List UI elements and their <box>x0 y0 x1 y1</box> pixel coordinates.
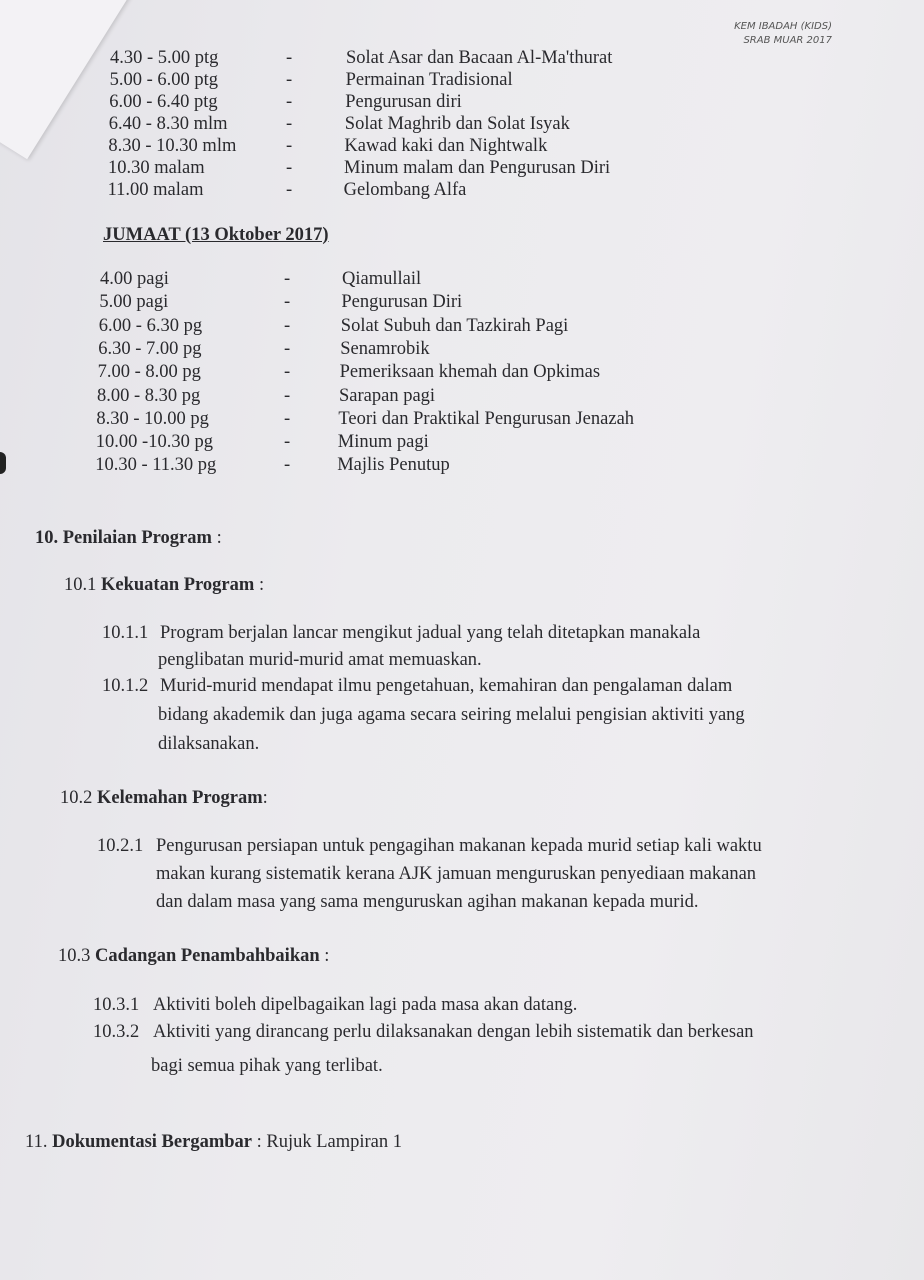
section-number: 11. <box>25 1132 53 1152</box>
schedule-dash: - <box>284 292 291 313</box>
schedule-time: 8.00 - 8.30 pg <box>97 385 201 406</box>
schedule-activity: Teori dan Praktikal Pengurusan Jenazah <box>338 408 635 429</box>
section-10-3-heading <box>58 945 329 967</box>
item-text-line: Pengurusan persiapan untuk pengagihan makanan kepada murid setiap kali waktu <box>156 836 762 856</box>
schedule-dash: - <box>286 70 293 90</box>
schedule-dash: - <box>286 92 293 112</box>
page-header <box>734 20 832 48</box>
section-title: Kekuatan Program <box>101 575 255 595</box>
schedule-activity: Senamrobik <box>340 338 430 359</box>
schedule-dash: - <box>284 432 291 453</box>
schedule-activity: Pengurusan diri <box>345 92 462 112</box>
item-number: 10.3.1 <box>93 995 140 1015</box>
schedule-time: 10.30 - 11.30 pg <box>95 455 217 476</box>
item-text-line: Aktiviti boleh dipelbagaikan lagi pada masa akan datang. <box>153 995 578 1015</box>
schedule-activity: Solat Asar dan Bacaan Al-Ma'thurat <box>346 48 613 68</box>
schedule-dash: - <box>284 362 291 383</box>
item-number: 10.3.2 <box>93 1022 140 1042</box>
colon: : <box>262 788 268 808</box>
day-heading: JUMAAT (13 Oktober 2017) <box>103 225 329 245</box>
schedule-dash: - <box>286 136 293 156</box>
item-text-line: bidang akademik dan juga agama secara seiring melalui pengisian aktiviti yang <box>158 705 745 725</box>
colon: : <box>319 946 330 966</box>
header-line-2: SRAB MUAR 2017 <box>743 35 832 46</box>
schedule-activity: Permainan Tradisional <box>345 70 513 90</box>
schedule-time: 11.00 malam <box>107 180 204 200</box>
schedule-activity: Gelombang Alfa <box>343 180 467 200</box>
schedule-time: 10.00 -10.30 pg <box>95 432 213 453</box>
schedule-time: 8.30 - 10.00 pg <box>96 408 209 429</box>
item-text-line: Murid-murid mendapat ilmu pengetahuan, kemahiran dan pengalaman dalam <box>160 676 733 696</box>
binder-hole <box>0 452 6 474</box>
schedule-activity: Minum pagi <box>337 432 429 453</box>
schedule-activity: Sarapan pagi <box>339 385 436 406</box>
schedule-time: 7.00 - 8.00 pg <box>97 362 201 383</box>
schedule-time: 5.00 - 6.00 ptg <box>109 70 219 90</box>
schedule-dash: - <box>286 180 293 200</box>
item-text-line: dan dalam masa yang sama menguruskan agihan makanan kepada murid. <box>156 892 699 912</box>
schedule-activity: Solat Maghrib dan Solat Isyak <box>344 114 570 134</box>
schedule-time: 6.40 - 8.30 mlm <box>108 114 228 134</box>
schedule-dash: - <box>286 158 293 178</box>
schedule-time: 4.30 - 5.00 ptg <box>110 48 219 68</box>
schedule-time: 5.00 pagi <box>99 292 169 313</box>
schedule-time: 6.00 - 6.30 pg <box>98 315 203 336</box>
schedule-dash: - <box>284 315 291 336</box>
item-text-line: bagi semua pihak yang terlibat. <box>151 1056 383 1076</box>
schedule-time: 4.00 pagi <box>100 269 169 289</box>
section-title: Kelemahan Program <box>97 788 263 808</box>
schedule-dash: - <box>284 269 291 289</box>
colon: : <box>254 575 265 595</box>
section-11-heading <box>25 1131 402 1153</box>
item-number: 10.2.1 <box>97 836 144 856</box>
schedule-activity: Pengurusan Diri <box>341 292 463 313</box>
item-text-line: penglibatan murid-murid amat memuaskan. <box>158 650 482 670</box>
section-10-1-heading <box>64 574 264 596</box>
section-number: 10.3 <box>58 946 95 966</box>
schedule-activity: Minum malam dan Pengurusan Diri <box>344 158 611 178</box>
schedule-dash: - <box>284 385 291 406</box>
colon: : <box>211 528 222 548</box>
schedule-activity: Qiamullail <box>342 269 422 289</box>
schedule-time: 6.00 - 6.40 ptg <box>109 92 218 112</box>
item-text-line: makan kurang sistematik kerana AJK jamuan menguruskan penyediaan makanan <box>156 864 757 884</box>
schedule-time: 6.30 - 7.00 pg <box>98 338 202 359</box>
item-number: 10.1.1 <box>102 623 149 643</box>
header-line-1: KEM IBADAH (KIDS) <box>734 21 832 32</box>
schedule-dash: - <box>284 455 291 476</box>
schedule-activity: Kawad kaki dan Nightwalk <box>344 136 548 156</box>
section-10-heading <box>35 527 222 549</box>
schedule-activity: Pemeriksaan khemah dan Opkimas <box>339 362 601 383</box>
section-title: Dokumentasi Bergambar <box>52 1132 252 1152</box>
schedule-activity: Solat Subuh dan Tazkirah Pagi <box>340 315 569 336</box>
section-10-2-heading <box>60 787 268 809</box>
schedule-time: 8.30 - 10.30 mlm <box>108 136 237 156</box>
schedule-time: 10.30 malam <box>108 158 205 178</box>
item-text-line: dilaksanakan. <box>158 734 260 754</box>
section-title: Penilaian Program <box>62 528 212 548</box>
schedule-dash: - <box>284 408 291 429</box>
section-number: 10.1 <box>64 575 101 595</box>
item-text-line: Aktiviti yang dirancang perlu dilaksanakan dengan lebih sistematik dan berkesan <box>153 1022 754 1042</box>
schedule-dash: - <box>286 114 293 134</box>
section-number: 10.2 <box>60 788 97 808</box>
section-reference: : Rujuk Lampiran 1 <box>251 1132 403 1152</box>
item-number: 10.1.2 <box>102 676 149 696</box>
section-title: Cadangan Penambahbaikan <box>95 946 320 966</box>
schedule-dash: - <box>286 48 293 68</box>
item-text-line: Program berjalan lancar mengikut jadual yang telah ditetapkan manakala <box>160 623 701 643</box>
section-number: 10. <box>35 528 59 548</box>
schedule-dash: - <box>284 338 291 359</box>
schedule-activity: Majlis Penutup <box>337 455 450 476</box>
